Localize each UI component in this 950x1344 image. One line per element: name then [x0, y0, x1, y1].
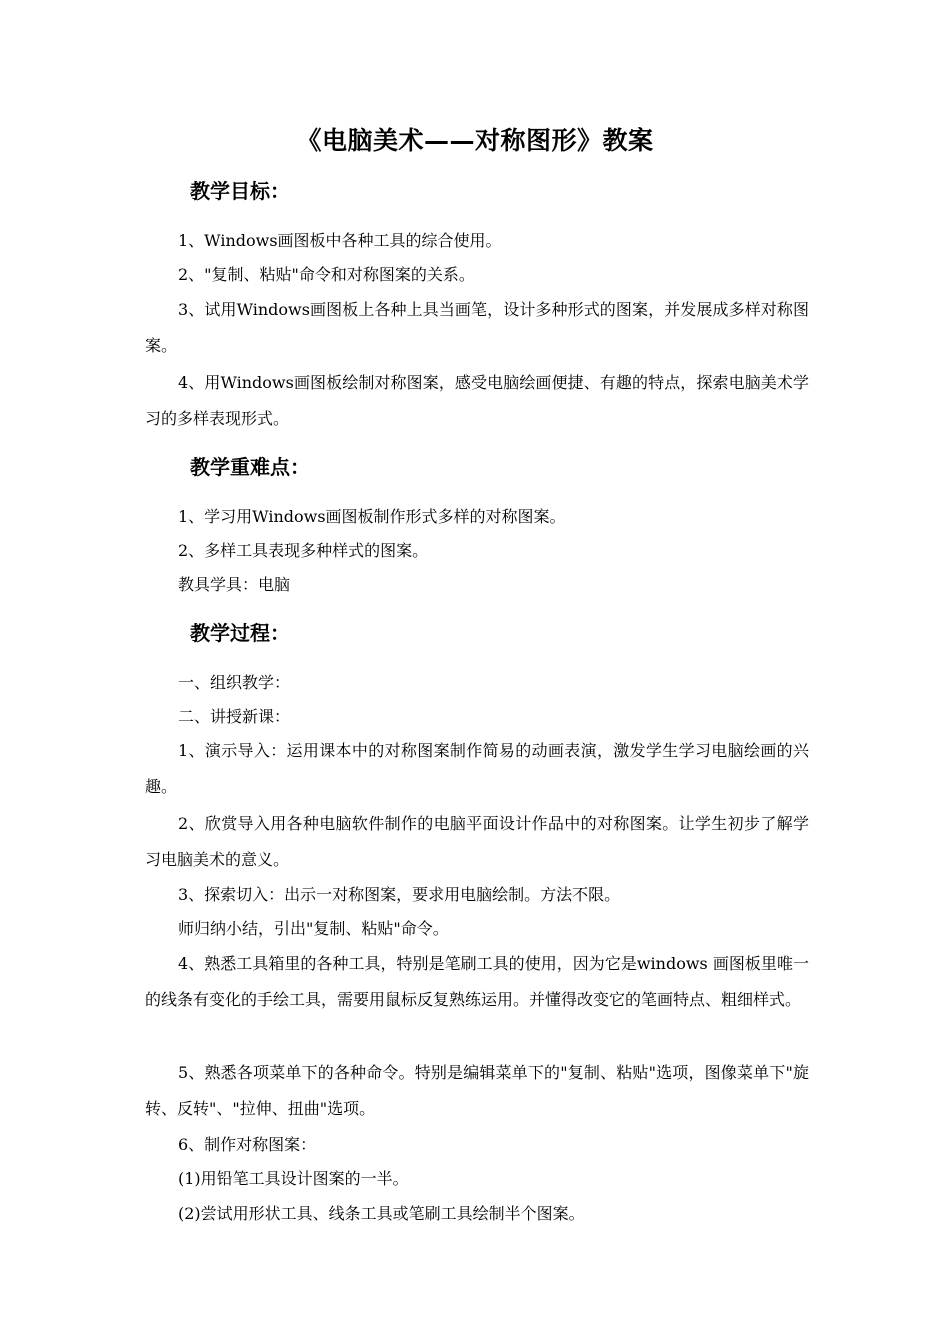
objective-item: 3、试用Windows画图板上各种上具当画笔，设计多种形式的图案，并发展成多样对称图案。 — [145, 300, 809, 355]
key-point-item: 1、学习用Windows画图板制作形式多样的对称图案。 — [178, 507, 566, 526]
process-item: 6、制作对称图案： — [178, 1135, 317, 1154]
process-item: 二、讲授新课： — [178, 707, 291, 726]
key-points-heading: 教学重难点： — [190, 455, 310, 479]
objective-item: 1、Windows画图板中各种工具的综合使用。 — [178, 231, 502, 250]
process-item: 3、探索切入：出示一对称图案，要求用电脑绘制。方法不限。 — [178, 885, 621, 904]
process-item: 一、组织教学： — [178, 673, 291, 692]
process-item: 2、欣赏导入用各种电脑软件制作的电脑平面设计作品中的对称图案。让学生初步了解学习电脑美术的意义。 — [145, 814, 809, 869]
key-point-item: 2、多样工具表现多种样式的图案。 — [178, 541, 429, 560]
process-item: (2)尝试用形状工具、线条工具或笔刷工具绘制半个图案。 — [178, 1204, 585, 1223]
objectives-heading: 教学目标： — [190, 179, 290, 203]
process-item: 1、演示导入：运用课本中的对称图案制作简易的动画表演，激发学生学习电脑绘画的兴趣。 — [145, 741, 809, 796]
process-heading: 教学过程： — [190, 621, 290, 645]
process-item: 5、熟悉各项菜单下的各种命令。特别是编辑菜单下的"复制、粘贴"选项，图像菜单下"旋转、反转"、"拉伸、扭曲"选项。 — [145, 1063, 809, 1118]
process-item: (1)用铅笔工具设计图案的一半。 — [178, 1169, 409, 1188]
process-item: 师归纳小结，引出"复制、粘贴"命令。 — [178, 919, 449, 938]
document-title: 《电脑美术——对称图形》教案 — [296, 126, 654, 155]
process-item: 4、熟悉工具箱里的各种工具，特别是笔刷工具的使用，因为它是windows 画图板里唯一的线条有变化的手绘工具，需要用鼠标反复熟练运用。并懂得改变它的笔画特点、粗细样式。 — [145, 954, 809, 1009]
teaching-tools: 教具学具：电脑 — [178, 575, 291, 594]
objective-item: 2、"复制、粘贴"命令和对称图案的关系。 — [178, 265, 475, 284]
objective-item: 4、用Windows画图板绘制对称图案，感受电脑绘画便捷、有趣的特点，探索电脑美术学习的多样表现形式。 — [145, 373, 809, 428]
